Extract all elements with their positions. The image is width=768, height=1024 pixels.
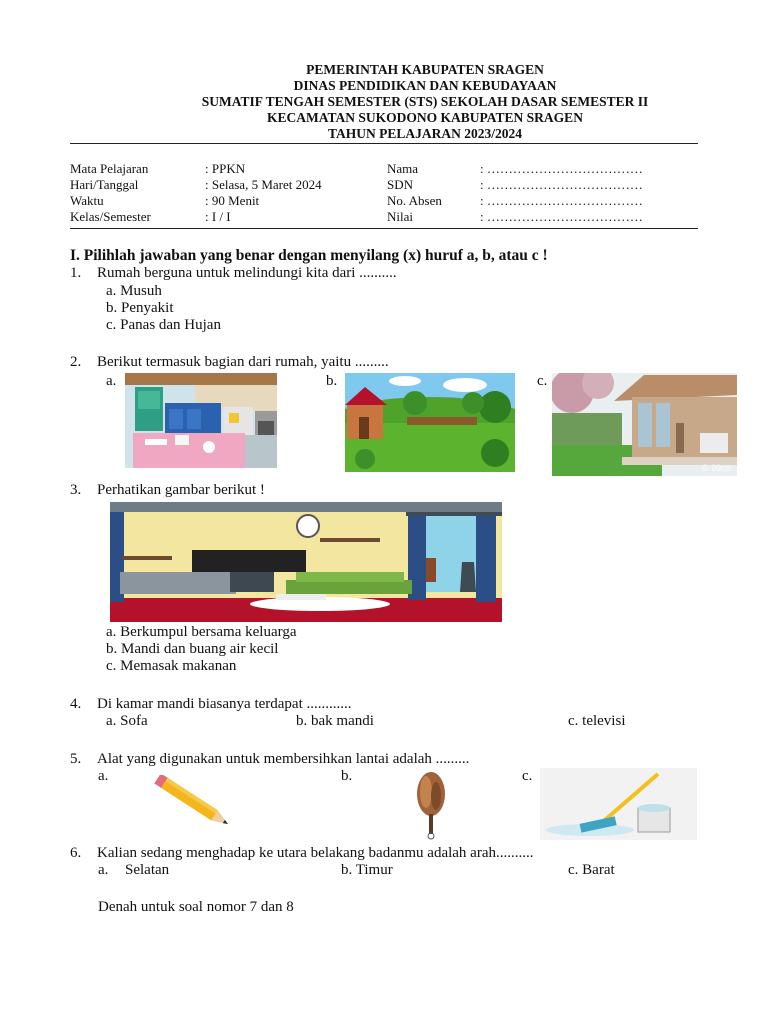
q5-option-a-letter[interactable]: a.	[98, 768, 109, 784]
q1-option-a[interactable]: a. Musuh	[106, 283, 162, 299]
garden-image[interactable]	[345, 373, 515, 472]
kitchen-image[interactable]	[125, 373, 277, 468]
q2-option-a-letter[interactable]: a.	[106, 373, 117, 389]
header-rule	[70, 143, 698, 144]
q3-option-a[interactable]: a. Berkumpul bersama keluarga	[106, 624, 297, 640]
info-label-class: Kelas/Semester	[70, 209, 151, 224]
info-value-class: : I / I	[205, 209, 231, 224]
info-label-name: Nama	[387, 161, 419, 176]
q4-option-c[interactable]: c. televisi	[568, 713, 626, 729]
pencil-image[interactable]	[150, 775, 245, 833]
feather-duster-image[interactable]	[408, 770, 454, 840]
header-line-5: TAHUN PELAJARAN 2023/2024	[327, 126, 522, 141]
terrace-watermark: © 99co	[702, 463, 731, 473]
header-line-3: SUMATIF TENGAH SEMESTER (STS) SEKOLAH DASAR SEMESTER II	[201, 94, 649, 109]
q2-option-b-letter[interactable]: b.	[326, 373, 338, 389]
q6-option-c[interactable]: c. Barat	[568, 862, 615, 878]
header-line-4: KECAMATAN SUKODONO KABUPATEN SRAGEN	[267, 110, 583, 125]
q5-text: Alat yang digunakan untuk membersihkan lantai adalah .........	[97, 751, 470, 767]
info-value-time: : 90 Menit	[205, 193, 260, 208]
q1-text: Rumah berguna untuk melindungi kita dari ..........	[97, 265, 397, 281]
info-label-score: Nilai	[387, 209, 413, 224]
info-label-subject: Mata Pelajaran	[70, 161, 149, 176]
q6-option-a[interactable]: Selatan	[125, 862, 170, 878]
map-caption: Denah untuk soal nomor 7 dan 8	[98, 899, 294, 915]
q3-text: Perhatikan gambar berikut !	[97, 482, 265, 498]
q1-option-b[interactable]: b. Penyakit	[106, 300, 174, 316]
info-value-name[interactable]: : ………………………………	[480, 161, 643, 176]
q3-option-c[interactable]: c. Memasak makanan	[106, 658, 237, 674]
info-label-absence-no: No. Absen	[387, 193, 442, 208]
q2-option-c-letter[interactable]: c.	[537, 373, 548, 389]
q4-number: 4.	[70, 696, 82, 712]
info-value-date: : Selasa, 5 Maret 2024	[205, 177, 322, 192]
q1-option-c[interactable]: c. Panas dan Hujan	[106, 317, 221, 333]
q6-text: Kalian sedang menghadap ke utara belakang badanmu adalah arah..........	[97, 845, 534, 861]
terrace-image[interactable]	[552, 373, 737, 476]
mop-image[interactable]	[540, 768, 697, 840]
info-value-absence-no[interactable]: : ………………………………	[480, 193, 643, 208]
q5-option-c-letter[interactable]: c.	[522, 768, 533, 784]
q3-option-b[interactable]: b. Mandi dan buang air kecil	[106, 641, 279, 657]
q2-number: 2.	[70, 354, 82, 370]
q5-option-b-letter[interactable]: b.	[341, 768, 353, 784]
q2-text: Berikut termasuk bagian dari rumah, yaitu .........	[97, 354, 389, 370]
q6-option-a-letter[interactable]: a.	[98, 862, 109, 878]
q1-number: 1.	[70, 265, 82, 281]
info-rule	[70, 228, 698, 229]
q6-option-b[interactable]: b. Timur	[341, 862, 393, 878]
q3-number: 3.	[70, 482, 82, 498]
q6-number: 6.	[70, 845, 82, 861]
header-line-1: PEMERINTAH KABUPATEN SRAGEN	[306, 62, 544, 77]
info-label-school: SDN	[387, 177, 414, 192]
q4-option-b[interactable]: b. bak mandi	[296, 713, 374, 729]
q5-number: 5.	[70, 751, 82, 767]
info-value-subject: : PPKN	[205, 161, 246, 176]
info-label-date: Hari/Tanggal	[70, 177, 139, 192]
q4-text: Di kamar mandi biasanya terdapat ............	[97, 696, 352, 712]
section-title: I. Pilihlah jawaban yang benar dengan menyilang (x) huruf a, b, atau c !	[70, 247, 548, 264]
info-value-score: : ………………………………	[480, 209, 643, 224]
info-label-time: Waktu	[70, 193, 104, 208]
header-line-2: DINAS PENDIDIKAN DAN KEBUDAYAAN	[293, 78, 557, 93]
living-room-image	[110, 502, 502, 622]
q4-option-a[interactable]: a. Sofa	[106, 713, 148, 729]
info-value-school[interactable]: : ………………………………	[480, 177, 643, 192]
